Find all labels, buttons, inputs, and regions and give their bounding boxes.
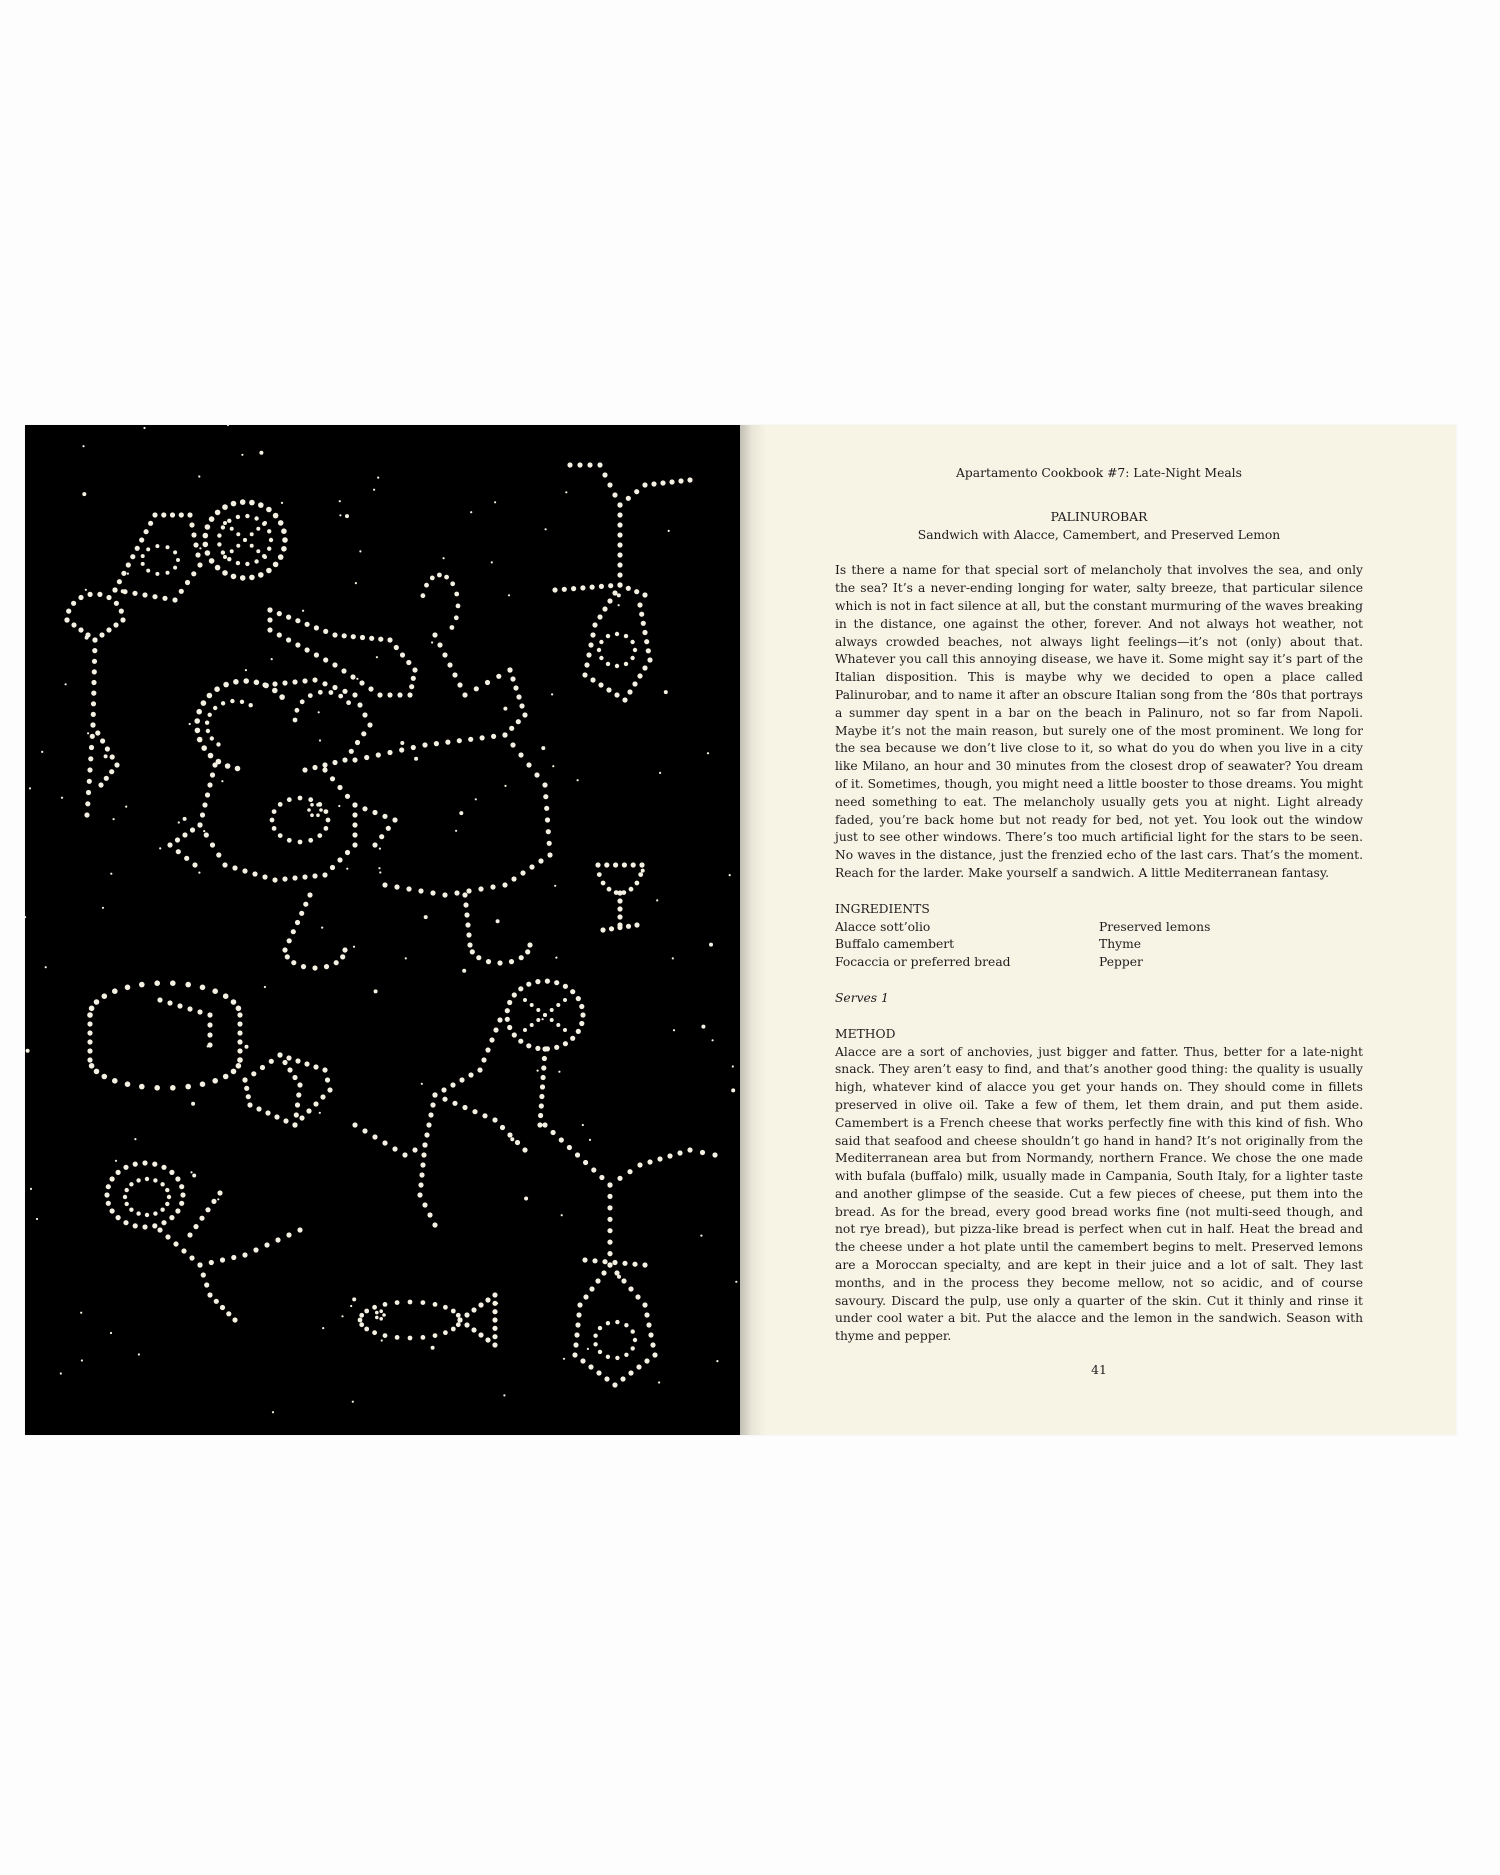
motifs-group [64, 462, 717, 1387]
cheese-wedge-icon [242, 1052, 332, 1127]
rose-icon [64, 592, 125, 818]
recipe-title-block [835, 509, 1363, 545]
ingredient-item: Pepper [1099, 955, 1143, 970]
ingredient-item: Focaccia or preferred bread [835, 955, 1011, 970]
text-page [740, 425, 1456, 1435]
running-head: Apartamento Cookbook #7: Late-Night Meals [956, 466, 1242, 480]
wine-glass-icon [595, 862, 644, 932]
stick-figure-icon [352, 979, 585, 1228]
ingredient-item: Buffalo camembert [835, 937, 955, 952]
ingredient-item: Preserved lemons [1099, 919, 1211, 934]
book-spread [25, 425, 1456, 1435]
rose-icon [104, 1160, 302, 1322]
lemon-slice-icon [203, 499, 288, 580]
constellation-illustration [25, 425, 740, 1435]
page-number: 41 [1091, 1363, 1107, 1378]
ingredients-right-column [1099, 919, 1363, 972]
recipe-title: PALINUROBAR [1050, 509, 1148, 524]
ingredients-left-column [835, 919, 1099, 972]
buffalo-icon [167, 573, 552, 971]
gutter-shadow [740, 425, 766, 1435]
text-column [835, 465, 1363, 1380]
method-heading: METHOD [835, 1026, 896, 1041]
stars-icon [25, 425, 737, 1413]
stick-figure-icon [542, 1122, 717, 1387]
intro-paragraph: Is there a name for that special sort of melancholy that involves the sea, and only the sea? It’s a never-ending longing for water, salty breeze, that particular silence which is not in fact silence at all, but the constant murmuring of the waves breaking in the distance, one against the other, forever. And not always hot weather, not always crowded beaches, not always light feelings—it’s not (only) about that. Whatever you call this annoying disease, we have it. Some might say it’s part of the Italian disposition. This is maybe why we decided to open a place called Palinurobar, and to name it after an obscure Italian song from the ‘80s that portrays a summer day spent in a bar on the beach in Palinuro, not so far from Napoli. Maybe it’s not the main reason, but surely one of the most prominent. We long for the sea because we don’t live close to it, so what do you do when you live in a city like Milano, an hour and 30 minutes from the closest drop of seawater? You dream of it. Sometimes, though, you might need a little booster to those dreams. You might need something to eat. The melancholy usually gets you at night. Light already faded, you’re back home but not ready for bed, not yet. You look out the window just to see other windows. There’s too much artificial light for the stars to be seen. No waves in the distance, just the frenzied echo of the last cars. That’s the moment. Reach for the larder. Make yourself a sandwich. A little Mediterranean fantasy. [835, 563, 1363, 880]
illustration-page [25, 425, 740, 1435]
cheese-wheel-icon [87, 980, 243, 1090]
serves-note: Serves 1 [835, 990, 889, 1005]
bottle-icon [267, 607, 417, 697]
ingredients-list [835, 919, 1363, 972]
recipe-subtitle: Sandwich with Alacce, Camembert, and Preserved Lemon [917, 527, 1281, 542]
method-paragraph: Alacce are a sort of anchovies, just bigger and fatter. Thus, better for a late-night snack. They aren’t easy to find, and that’s another good thing: the quality is usually high, whatever kind of alacce you get your hands on. They should come in fillets preserved in olive oil. Take a few of them, let them drain, and put them aside. Camembert is a French cheese that works perfectly fine with this kind of fish. Who said that seafood and cheese shouldn’t go hand in hand? It’s not originally from the Mediterranean area but from Normandy, northern France. We chose the one made with bufala (buffalo) milk, usually made in Campania, South Italy, for a lighter taste and another glimpse of the seaside. Cut a few pieces of cheese, put them into the bread. As for the bread, every good bread works fine (not multi-seed though, and not rye bread), but pizza-like bread is perfect when cut in half. Heat the bread and the cheese under a hot plate until the camembert begins to melt. Preserved lemons are a Moroccan specialty, and are kept in their juice and a lot of salt. They last months, and in the process they become mellow, not so acidic, and of course savoury. Discard the pulp, use only a quarter of the skin. Cut it thinly and rinse it under cool water a bit. Put the alacce and the lemon in the sandwich. Season with thyme and pepper. [835, 1044, 1363, 1344]
lemon-icon [112, 512, 202, 602]
ingredient-item: Thyme [1099, 937, 1142, 952]
ingredients-heading: INGREDIENTS [835, 901, 930, 916]
stick-figure-icon [552, 462, 692, 702]
ingredient-item: Alacce sott’olio [835, 919, 931, 934]
fish-icon [358, 1292, 498, 1347]
